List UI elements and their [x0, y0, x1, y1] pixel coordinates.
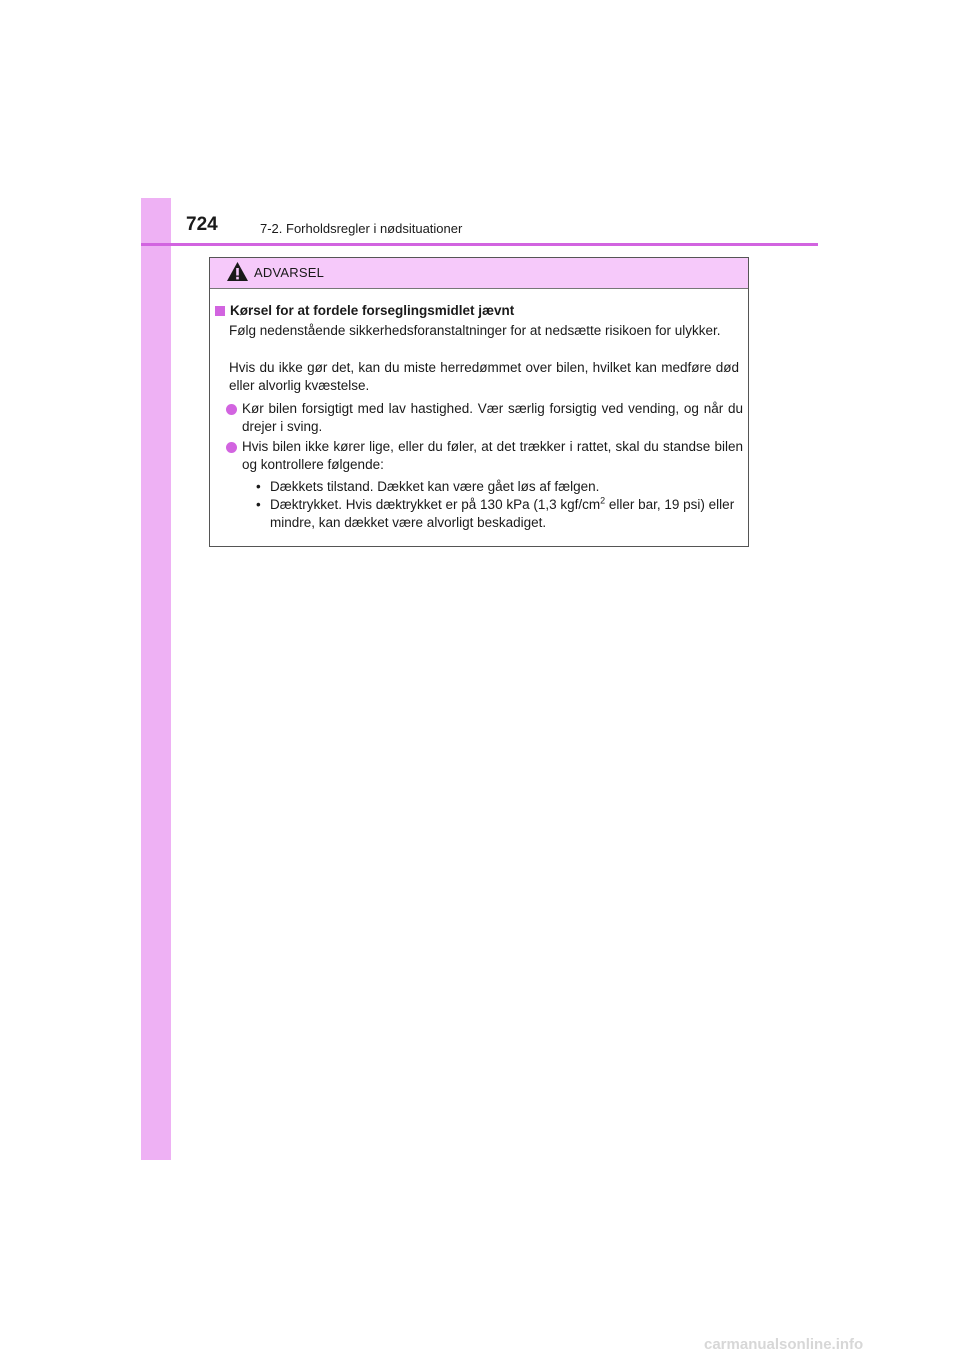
paragraph-2: Hvis du ikke gør det, kan du miste herredømmet over bilen, hvilket kan medføre død eller alvorlig kvæstelse. — [229, 360, 739, 394]
list-item — [226, 438, 743, 475]
tire-pressure-text-after: eller bar, 19 psi) eller mindre, kan dækket være alvorligt beskadiget. — [270, 497, 735, 531]
paragraph-1: Følg nedenstående sikkerhedsforanstaltninger for at nedsætte risikoen for ulykker. — [229, 323, 721, 338]
warning-header — [210, 258, 748, 289]
section-heading — [215, 302, 514, 319]
side-band — [141, 198, 171, 1160]
list-item-text: Kør bilen forsigtigt med lav hastighed. Vær særlig forsigtig ved vending, og når du drejer i sving. — [242, 401, 743, 435]
sub-list-item — [256, 478, 746, 496]
round-bullet-icon — [226, 404, 237, 415]
warning-body — [210, 289, 748, 546]
list-item — [226, 400, 743, 437]
superscript: 2 — [600, 495, 606, 506]
section-heading-text: Kørsel for at fordele forseglingsmidlet jævnt — [230, 303, 515, 318]
sub-bullet-dot: • — [256, 497, 261, 512]
sub-bullet-dot: • — [256, 479, 261, 494]
round-bullet-icon — [226, 442, 237, 453]
warning-box — [209, 257, 749, 547]
square-bullet-icon — [215, 306, 225, 316]
sub-list-item-text: Dækkets tilstand. Dækket kan være gået løs af fælgen. — [270, 479, 600, 494]
list-item-text: Hvis bilen ikke kører lige, eller du føler, at det trækker i rattet, skal du standse bilen og kontrollere følgende: — [242, 439, 743, 473]
warning-label: ADVARSEL — [254, 265, 324, 280]
page-number: 724 — [186, 214, 218, 235]
watermark: carmanualsonline.info — [704, 1336, 864, 1353]
section-title: 7-2. Forholdsregler i nødsituationer — [260, 221, 463, 236]
warning-triangle-icon — [226, 261, 249, 282]
sub-list-item — [256, 496, 746, 533]
sub-list-item-text — [270, 496, 746, 533]
header-rule — [141, 243, 818, 246]
tire-pressure-text-before: Dæktrykket. Hvis dæktrykket er på 130 kPa (1,3 kgf/cm — [270, 497, 601, 512]
